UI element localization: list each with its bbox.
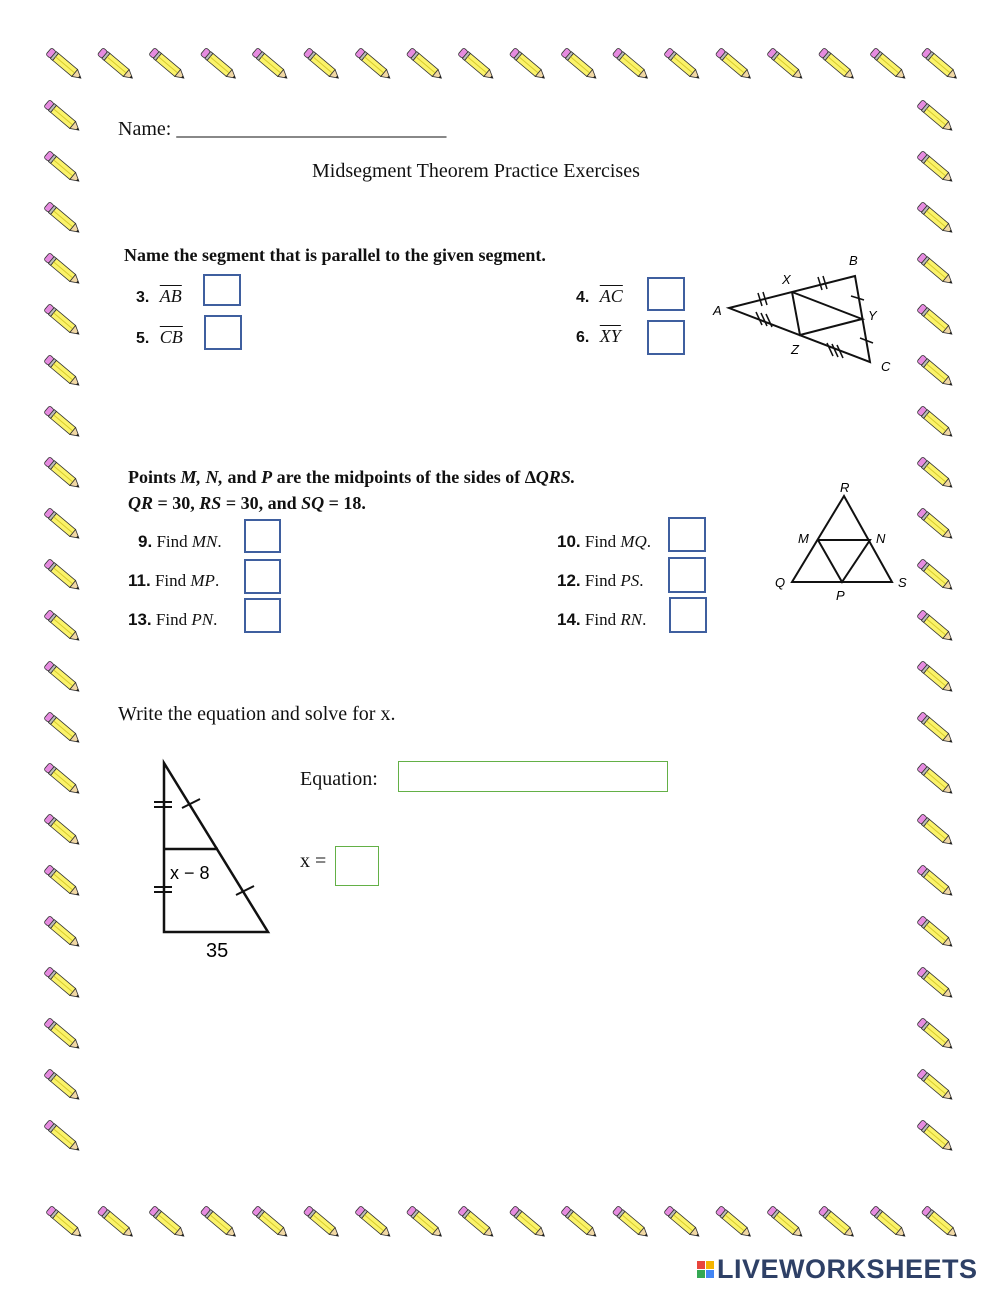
point-label-m: M — [798, 531, 809, 546]
segment-label: $\overline{XY}$ — [599, 326, 621, 346]
pencil-icon-21 — [200, 1206, 238, 1240]
vertex-label-q: Q — [775, 575, 786, 590]
pencil-icon-54 — [44, 1018, 82, 1052]
logo-icon — [697, 1261, 714, 1278]
pencil-icon-42 — [44, 406, 82, 440]
section2-instruction-line2 — [128, 493, 366, 514]
pencil-icon-19 — [97, 1206, 135, 1240]
item-5 — [136, 327, 183, 348]
liveworksheets-logo — [697, 1254, 978, 1285]
answer-box-5[interactable] — [204, 315, 242, 350]
pencil-icon-50 — [44, 814, 82, 848]
item-suffix: . — [214, 571, 220, 590]
pencil-icon-39 — [44, 253, 82, 287]
pencil-icon-32 — [767, 1206, 805, 1240]
vertex-label-c: C — [881, 359, 891, 374]
instruction-text: are the midpoints of the sides of ∆ — [272, 467, 536, 487]
pencil-icon-58 — [917, 151, 955, 185]
pencil-icon-59 — [917, 202, 955, 236]
logo-text: LIVEWORKSHEETS — [717, 1254, 978, 1284]
item-suffix: . — [639, 571, 644, 590]
pencil-icon-17 — [921, 48, 959, 82]
x-label: x = — [300, 850, 327, 872]
item-number: 6. — [576, 329, 590, 346]
pencil-icon-1 — [97, 48, 135, 82]
pencil-icon-64 — [917, 457, 955, 491]
item-suffix: . — [642, 610, 647, 629]
instruction-text: RS — [199, 493, 222, 513]
item-10 — [557, 532, 651, 552]
item-suffix: . — [213, 610, 218, 629]
item-prefix: Find — [584, 610, 621, 629]
segment-label: MP — [190, 571, 215, 590]
answer-box-14[interactable] — [669, 597, 707, 633]
pencil-icon-23 — [303, 1206, 341, 1240]
segment-label: PS — [620, 571, 640, 590]
item-14 — [557, 610, 646, 630]
pencil-icon-41 — [44, 355, 82, 389]
pencil-icon-60 — [917, 253, 955, 287]
item-11 — [128, 571, 219, 591]
pencil-icon-61 — [917, 304, 955, 338]
pencil-icon-18 — [46, 1206, 84, 1240]
pencil-icon-13 — [715, 48, 753, 82]
instruction-text: = 30, — [153, 493, 200, 513]
pencil-icon-75 — [917, 1018, 955, 1052]
pencil-icon-45 — [44, 559, 82, 593]
pencil-icon-40 — [44, 304, 82, 338]
equation-label: Equation: — [300, 768, 378, 790]
segment-label: MQ — [620, 532, 647, 551]
pencil-icon-34 — [870, 1206, 908, 1240]
pencil-icon-63 — [917, 406, 955, 440]
pencil-icon-57 — [917, 100, 955, 134]
instruction-text: P — [261, 467, 273, 487]
item-13 — [128, 610, 217, 630]
pencil-icon-27 — [509, 1206, 547, 1240]
pencil-icon-5 — [303, 48, 341, 82]
pencil-icon-56 — [44, 1120, 82, 1154]
instruction-text: M, N, — [180, 467, 224, 487]
point-label-z: Z — [791, 342, 799, 357]
pencil-icon-33 — [818, 1206, 856, 1240]
triangle-qrs-diagram — [770, 478, 915, 608]
pencil-icon-53 — [44, 967, 82, 1001]
pencil-icon-22 — [252, 1206, 290, 1240]
pencil-icon-47 — [44, 661, 82, 695]
pencil-icon-0 — [46, 48, 84, 82]
pencil-icon-68 — [917, 661, 955, 695]
pencil-icon-15 — [818, 48, 856, 82]
instruction-text: QRS. — [535, 467, 576, 487]
pencil-icon-31 — [715, 1206, 753, 1240]
point-label-p: P — [836, 588, 845, 603]
section2-instruction-line1 — [128, 467, 575, 488]
pencil-icon-29 — [612, 1206, 650, 1240]
instruction-text: SQ — [301, 493, 325, 513]
pencil-icon-12 — [664, 48, 702, 82]
pencil-icon-7 — [406, 48, 444, 82]
name-label: Name: — [118, 118, 172, 140]
pencil-icon-28 — [561, 1206, 599, 1240]
triangle-abc-diagram — [705, 248, 905, 378]
item-prefix: Find — [155, 610, 192, 629]
pencil-icon-43 — [44, 457, 82, 491]
pencil-icon-14 — [767, 48, 805, 82]
item-number: 12. — [557, 571, 581, 590]
pencil-icon-20 — [149, 1206, 187, 1240]
item-4 — [576, 286, 623, 307]
pencil-icon-4 — [252, 48, 290, 82]
pencil-icon-6 — [355, 48, 393, 82]
pencil-icon-2 — [149, 48, 187, 82]
answer-box-10[interactable] — [668, 517, 706, 552]
pencil-icon-66 — [917, 559, 955, 593]
item-number: 11. — [128, 571, 151, 590]
segment-label: PN — [191, 610, 214, 629]
item-suffix: . — [217, 532, 222, 551]
instruction-text: = 30, and — [221, 493, 302, 513]
segment-label: $\overline{AB}$ — [159, 286, 182, 306]
pencil-icon-67 — [917, 610, 955, 644]
pencil-icon-74 — [917, 967, 955, 1001]
pencil-icon-51 — [44, 865, 82, 899]
instruction-text: = 18. — [324, 493, 366, 513]
worksheet-title: Midsegment Theorem Practice Exercises — [312, 160, 640, 182]
segment-label: RN — [620, 610, 643, 629]
pencil-icon-72 — [917, 865, 955, 899]
item-number: 5. — [136, 330, 150, 347]
instruction-text: and — [223, 467, 262, 487]
item-prefix: Find — [584, 571, 621, 590]
pencil-icon-9 — [509, 48, 547, 82]
pencil-icon-44 — [44, 508, 82, 542]
pencil-icon-48 — [44, 712, 82, 746]
pencil-icon-16 — [870, 48, 908, 82]
pencil-icon-71 — [917, 814, 955, 848]
answer-box-4[interactable] — [647, 277, 685, 311]
section3-instruction: Write the equation and solve for x. — [118, 703, 396, 725]
pencil-icon-77 — [917, 1120, 955, 1154]
pencil-icon-30 — [664, 1206, 702, 1240]
item-9 — [138, 532, 222, 552]
item-number: 10. — [557, 532, 581, 551]
vertex-label-b: B — [849, 253, 858, 268]
item-number: 4. — [576, 289, 590, 306]
instruction-text: Points — [128, 467, 181, 487]
pencil-icon-73 — [917, 916, 955, 950]
x-answer-box[interactable] — [335, 846, 379, 886]
point-label-n: N — [876, 531, 886, 546]
pencil-icon-26 — [458, 1206, 496, 1240]
pencil-icon-49 — [44, 763, 82, 797]
pencil-icon-3 — [200, 48, 238, 82]
item-12 — [557, 571, 643, 591]
answer-box-13[interactable] — [244, 598, 281, 633]
answer-box-9[interactable] — [244, 519, 281, 553]
logo-square — [697, 1270, 705, 1278]
item-prefix: Find — [154, 571, 191, 590]
item-number: 3. — [136, 289, 150, 306]
equation-input[interactable] — [398, 761, 668, 792]
pencil-icon-70 — [917, 763, 955, 797]
pencil-icon-8 — [458, 48, 496, 82]
segment-label: $\overline{CB}$ — [159, 327, 183, 347]
item-number: 9. — [138, 532, 153, 551]
pencil-icon-35 — [921, 1206, 959, 1240]
pencil-icon-11 — [612, 48, 650, 82]
answer-box-11[interactable] — [244, 559, 281, 594]
segment-label: $\overline{AC}$ — [599, 286, 623, 306]
instruction-text: QR — [128, 493, 154, 513]
answer-box-6[interactable] — [647, 320, 685, 355]
logo-square — [697, 1261, 705, 1269]
name-line: ___________________________ — [176, 118, 447, 140]
answer-box-12[interactable] — [668, 557, 706, 593]
logo-square — [706, 1261, 714, 1269]
pencil-icon-25 — [406, 1206, 444, 1240]
base-label: 35 — [206, 940, 229, 962]
item-6 — [576, 326, 621, 347]
segment-label: MN — [191, 532, 218, 551]
section1-instruction: Name the segment that is parallel to the given segment. — [124, 245, 546, 265]
pencil-icon-24 — [355, 1206, 393, 1240]
pencil-icon-62 — [917, 355, 955, 389]
pencil-icon-36 — [44, 100, 82, 134]
pencil-icon-37 — [44, 151, 82, 185]
pencil-icon-38 — [44, 202, 82, 236]
item-suffix: . — [646, 532, 652, 551]
item-prefix: Find — [156, 532, 192, 551]
pencil-icon-10 — [561, 48, 599, 82]
pencil-icon-65 — [917, 508, 955, 542]
midsegment-label: x − 8 — [170, 863, 210, 883]
item-number: 14. — [557, 610, 581, 629]
item-prefix: Find — [584, 532, 621, 551]
trapezoid-triangle-diagram — [140, 755, 290, 970]
vertex-label-s: S — [898, 575, 907, 590]
item-number: 13. — [128, 610, 152, 629]
point-label-x: X — [782, 272, 791, 287]
answer-box-3[interactable] — [203, 274, 241, 306]
point-label-y: Y — [868, 308, 877, 323]
vertex-label-r: R — [840, 480, 850, 495]
pencil-icon-69 — [917, 712, 955, 746]
pencil-icon-52 — [44, 916, 82, 950]
logo-square — [706, 1270, 714, 1278]
pencil-icon-46 — [44, 610, 82, 644]
pencil-icon-55 — [44, 1069, 82, 1103]
pencil-icon-76 — [917, 1069, 955, 1103]
vertex-label-a: A — [713, 303, 722, 318]
item-3 — [136, 286, 182, 307]
